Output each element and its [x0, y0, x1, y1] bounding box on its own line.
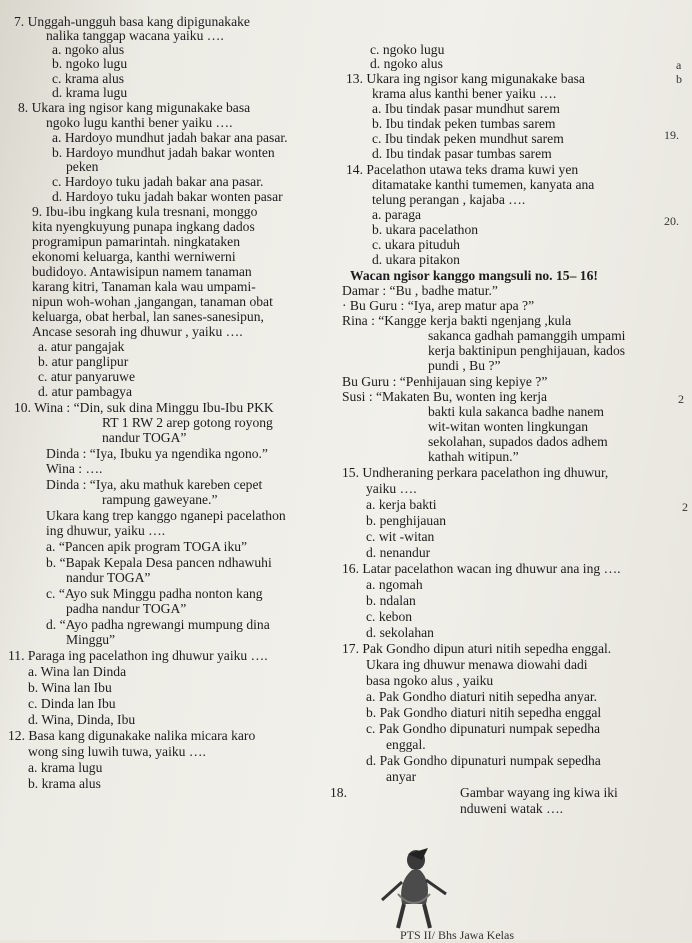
right-col-line-14: d. ukara pitakon: [372, 252, 460, 267]
left-col-line-37: nandur TOGA”: [66, 570, 151, 585]
right-col-line-4: a. Ibu tindak pasar mundhut sarem: [372, 101, 560, 116]
left-col-line-28: nandur TOGA”: [102, 430, 187, 445]
right-col-line-41: basa ngoko alus , yaiku: [366, 673, 494, 688]
margin-note-3: 20.: [664, 214, 679, 228]
left-col-line-21: Ancase sesorah ing dhuwur , yaiku ….: [32, 324, 243, 339]
right-col-line-29: yaiku ….: [366, 481, 417, 496]
left-col-line-5: d. krama lugu: [52, 85, 128, 100]
right-col-line-38: d. sekolahan: [366, 625, 434, 640]
right-col-line-24: bakti kula sakanca badhe nanem: [428, 404, 604, 419]
left-col-line-22: a. atur pangajak: [38, 339, 125, 354]
right-col-line-49: Gambar wayang ing kiwa iki: [460, 785, 618, 800]
margin-note-1: b: [676, 72, 682, 86]
right-col-line-13: c. ukara pituduh: [372, 237, 460, 252]
left-col-line-12: d. Hardoyo tuku jadah bakar wonten pasar: [52, 189, 283, 204]
right-col-line-6: c. Ibu tindak peken mundhut sarem: [372, 131, 564, 146]
left-col-line-34: ing dhuwur, yaiku ….: [46, 523, 166, 538]
margin-note-4: 2: [678, 392, 684, 406]
left-col-line-2: a. ngoko alus: [52, 42, 125, 57]
left-col-line-38: c. “Ayo suk Minggu padha nonton kang: [46, 586, 263, 601]
right-col-line-11: a. paraga: [372, 207, 422, 222]
left-col-line-41: Minggu”: [66, 632, 116, 647]
right-col-line-48: 18.: [330, 785, 347, 800]
right-col-line-26: sekolahan, supados dados adhem: [428, 434, 608, 449]
right-col-line-25: wit-witan wonten lingkungan: [428, 419, 589, 434]
right-col-line-37: c. kebon: [366, 609, 413, 624]
right-col-line-5: b. Ibu tindak peken tumbas sarem: [372, 116, 556, 131]
right-col-line-22: Bu Guru : “Penhijauan sing kepiye ?”: [342, 374, 548, 389]
right-col-line-33: d. nenandur: [366, 545, 431, 560]
right-col-line-32: c. wit -witan: [366, 529, 435, 544]
left-col-line-16: ekonomi keluarga, kanthi werniwerni: [32, 249, 236, 264]
left-col-line-10: peken: [66, 159, 99, 174]
left-col-line-25: d. atur pambagya: [38, 384, 132, 399]
left-col-line-31: Dinda : “Iya, aku mathuk kareben cepet: [46, 477, 263, 492]
left-col-line-42: 11. Paraga ing pacelathon ing dhuwur yaiku ….: [8, 648, 268, 663]
margin-note-5: 2: [682, 500, 688, 514]
left-col-line-30: Wina : ….: [46, 461, 103, 476]
right-col-line-34: 16. Latar pacelathon wacan ing dhuwur ana ing ….: [342, 561, 621, 576]
left-col-line-17: budidoyo. Antawisipun namem tanaman: [32, 264, 252, 279]
left-col-line-45: c. Dinda lan Ibu: [28, 696, 116, 711]
left-col-line-43: a. Wina lan Dinda: [28, 664, 127, 679]
left-col-line-6: 8. Ukara ing ngisor kang migunakake basa: [18, 100, 251, 115]
left-col-line-35: a. “Pancen apik program TOGA iku”: [46, 539, 248, 554]
right-col-line-2: 13. Ukara ing ngisor kang migunakake basa: [346, 71, 585, 86]
left-col-line-44: b. Wina lan Ibu: [28, 680, 112, 695]
margin-note-0: a: [676, 58, 682, 72]
left-col-line-7: ngoko lugu kanthi bener yaiku ….: [46, 115, 233, 130]
wayang-figure-image: [368, 842, 458, 930]
left-col-line-46: d. Wina, Dinda, Ibu: [28, 712, 136, 727]
right-col-line-45: enggal.: [386, 737, 426, 752]
left-col-line-39: padha nandur TOGA”: [66, 601, 187, 616]
right-col-line-0: c. ngoko lugu: [370, 42, 445, 57]
right-col-line-50: nduweni watak ….: [460, 801, 564, 816]
right-col-line-23: Susi : “Makaten Bu, wonten ing kerja: [342, 389, 548, 404]
right-col-line-28: 15. Undheraning perkara pacelathon ing dhuwur,: [342, 465, 609, 480]
left-col-line-50: b. krama alus: [28, 776, 101, 791]
left-col-line-11: c. Hardoyo tuku jadah bakar ana pasar.: [52, 174, 264, 189]
left-col-line-13: 9. Ibu-ibu ingkang kula tresnani, monggo: [32, 204, 258, 219]
left-col-line-8: a. Hardoyo mundhut jadah bakar ana pasar.: [52, 130, 288, 145]
right-col-line-18: Rina : “Kangge kerja bakti ngenjang ,kula: [342, 313, 572, 328]
right-col-line-27: kathah witipun.”: [428, 449, 519, 464]
right-col-line-31: b. penghijauan: [366, 513, 447, 528]
left-col-line-24: c. atur panyaruwe: [38, 369, 135, 384]
left-col-line-23: b. atur panglipur: [38, 354, 129, 369]
right-col-line-20: kerja baktinipun penghijauan, kados: [428, 343, 626, 358]
right-col-line-16: Damar : “Bu , badhe matur.”: [342, 283, 498, 298]
left-col-line-14: kita nyengkuyung punapa ingkang dados: [32, 219, 255, 234]
left-col-line-1: nalika tanggap wacana yaiku ….: [46, 28, 224, 43]
right-col-line-39: 17. Pak Gondho dipun aturi nitih sepedha enggal.: [342, 641, 612, 656]
right-col-line-21: pundi , Bu ?”: [428, 358, 501, 373]
left-col-line-49: a. krama lugu: [28, 760, 103, 775]
left-col-line-3: b. ngoko lugu: [52, 56, 128, 71]
right-col-line-42: a. Pak Gondho diaturi nitih sepedha anyar.: [366, 689, 598, 704]
left-col-line-32: rampung gaweyane.”: [102, 492, 218, 507]
left-col-line-36: b. “Bapak Kepala Desa pancen ndhawuhi: [46, 555, 272, 570]
margin-note-6: PTS II/ Bhs Jawa Kelas: [400, 928, 514, 942]
right-col-line-8: 14. Pacelathon utawa teks drama kuwi yen: [346, 162, 579, 177]
left-col-line-4: c. krama alus: [52, 71, 125, 86]
right-col-line-30: a. kerja bakti: [366, 497, 437, 512]
right-col-line-46: d. Pak Gondho dipunaturi numpak sepedha: [366, 753, 601, 768]
right-col-line-43: b. Pak Gondho diaturi nitih sepedha enggal: [366, 705, 602, 720]
right-col-line-15: Wacan ngisor kanggo mangsuli no. 15– 16!: [350, 268, 598, 283]
right-col-line-36: b. ndalan: [366, 593, 416, 608]
right-col-line-44: c. Pak Gondho dipunaturi numpak sepedha: [366, 721, 601, 736]
left-col-line-47: 12. Basa kang digunakake nalika micara karo: [8, 728, 256, 743]
left-col-line-0: 7. Unggah-ungguh basa kang dipigunakake: [14, 14, 250, 29]
right-col-line-9: ditamatake kanthi tumemen, kanyata ana: [372, 177, 595, 192]
right-col-line-10: telung perangan , kajaba ….: [372, 192, 526, 207]
left-col-line-15: programipun pamarintah. ningkataken: [32, 234, 240, 249]
margin-note-2: 19.: [664, 128, 679, 142]
left-col-line-40: d. “Ayo padha ngrewangi mumpung dina: [46, 617, 270, 632]
left-col-line-20: keluarga, obat herbal, lan sanes-sanesipun,: [32, 309, 264, 324]
left-col-line-19: nipun woh-wohan ,jangangan, tanaman obat: [32, 294, 273, 309]
left-col-line-18: karang kitri, Tanaman kala wau umpami-: [32, 279, 256, 294]
right-col-line-17: · Bu Guru : “Iya, arep matur apa ?”: [342, 298, 535, 313]
right-col-line-40: Ukara ing dhuwur menawa diowahi dadi: [366, 657, 588, 672]
right-col-line-35: a. ngomah: [366, 577, 423, 592]
left-col-line-9: b. Hardoyo mundhut jadah bakar wonten: [52, 145, 275, 160]
right-col-line-7: d. Ibu tindak pasar tumbas sarem: [372, 146, 552, 161]
left-col-line-33: Ukara kang trep kanggo nganepi pacelathon: [46, 508, 286, 523]
right-col-line-1: d. ngoko alus: [370, 56, 443, 71]
left-col-line-26: 10. Wina : “Din, suk dina Minggu Ibu-Ibu PKK: [14, 400, 274, 415]
left-col-line-48: wong sing luwih tuwa, yaiku ….: [28, 744, 206, 759]
right-col-line-19: sakanca gadhah pamanggih umpami: [428, 328, 626, 343]
left-col-line-29: Dinda : “Iya, Ibuku ya ngendika ngono.”: [46, 446, 268, 461]
right-col-line-47: anyar: [386, 769, 417, 784]
right-col-line-12: b. ukara pacelathon: [372, 222, 479, 237]
right-col-line-3: krama alus kanthi bener yaiku ….: [372, 86, 557, 101]
left-col-line-27: RT 1 RW 2 arep gotong royong: [102, 415, 273, 430]
